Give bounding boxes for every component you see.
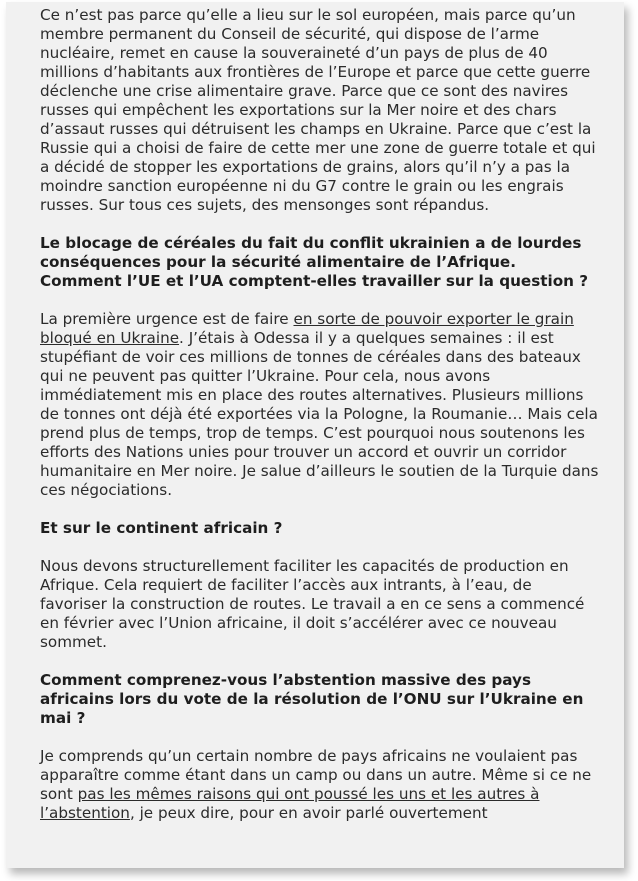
paragraph-text: . J’étais à Odessa il y a quelques semaines : il est stupéfiant de voir ces millions de tonnes de céréales dans des bateaux qui ne peuvent pas quitter l’Ukraine. Pour cela, nous avons immédiatement mis en place des routes alternatives. Plusieurs millions de tonnes ont déjà été exportées via la Pologne, la Roumanie… Mais cela prend plus de temps, trop de temps. C’est pourquoi nous soutenons les efforts des Nations unies pour trouver un accord et ouvrir un corridor humanitaire en Mer noire. Je salue d’ailleurs le soutien de la Turquie dans ces négociations.	[40, 329, 599, 499]
paragraph-answer-1: Ce n’est pas parce qu’elle a lieu sur le sol européen, mais parce qu’un membre permanent du Conseil de sécurité, qui dispose de l’arme nucléaire, remet en cause la souveraineté d’un pays de plus de 40 millions d’habitants aux frontières de l’Europe et parce que cette guerre déclenche une crise alimentaire grave. Parce que ce sont des navires russes qui empêchent les exportations sur la Mer noire et des chars d’assaut russes qui détruisent les champs en Ukraine. Parce que c’est la Russie qui a choisi de faire de cette mer une zone de guerre totale et qui a décidé de stopper les exportations de grains, alors qu’il n’y a pas la moindre sanction européenne ni du G7 contre le grain ou les engrais russes. Sur tous ces sujets, des mensonges sont répandus.	[40, 6, 596, 214]
paragraph-answer-3: Nous devons structurellement faciliter les capacités de production en Afrique. Cela requiert de faciliter l’accès aux intrants, à l’eau, de favoriser la construction de routes. Le travail a en ce sens a commencé en février avec l’Union africaine, il doit s’accélérer avec ce nouveau sommet.	[40, 557, 585, 651]
grain-export-link[interactable]: en sorte de pouvoir exporter le grain bloqué en Ukraine	[40, 310, 574, 347]
article-body	[40, 6, 600, 842]
abstention-reasons-link[interactable]: pas les mêmes raisons qui ont poussé les uns et les autres à l’abstention	[40, 785, 540, 822]
paragraph-text: , je peux dire, pour en avoir parlé ouvertement	[129, 804, 488, 822]
question-heading-1: Le blocage de céréales du fait du conflit ukrainien a de lourdes conséquences pour la sécurité alimentaire de l’Afrique. Comment l’UE et l’UA comptent-elles travailler sur la question ?	[40, 234, 589, 290]
question-heading-2: Et sur le continent africain ?	[40, 519, 283, 537]
paragraph-text: Je comprends qu’un certain nombre de pays africains ne voulaient pas apparaître comme étant dans un camp ou dans un autre. Même si ce ne sont	[40, 747, 592, 803]
page-sheet	[6, 2, 624, 868]
paragraph-answer-4	[40, 747, 600, 823]
question-heading-3: Comment comprenez-vous l’abstention massive des pays africains lors du vote de la résolution de l’ONU sur l’Ukraine en mai ?	[40, 671, 584, 727]
paragraph-text: La première urgence est de faire	[40, 310, 294, 328]
paragraph-answer-2	[40, 310, 600, 500]
